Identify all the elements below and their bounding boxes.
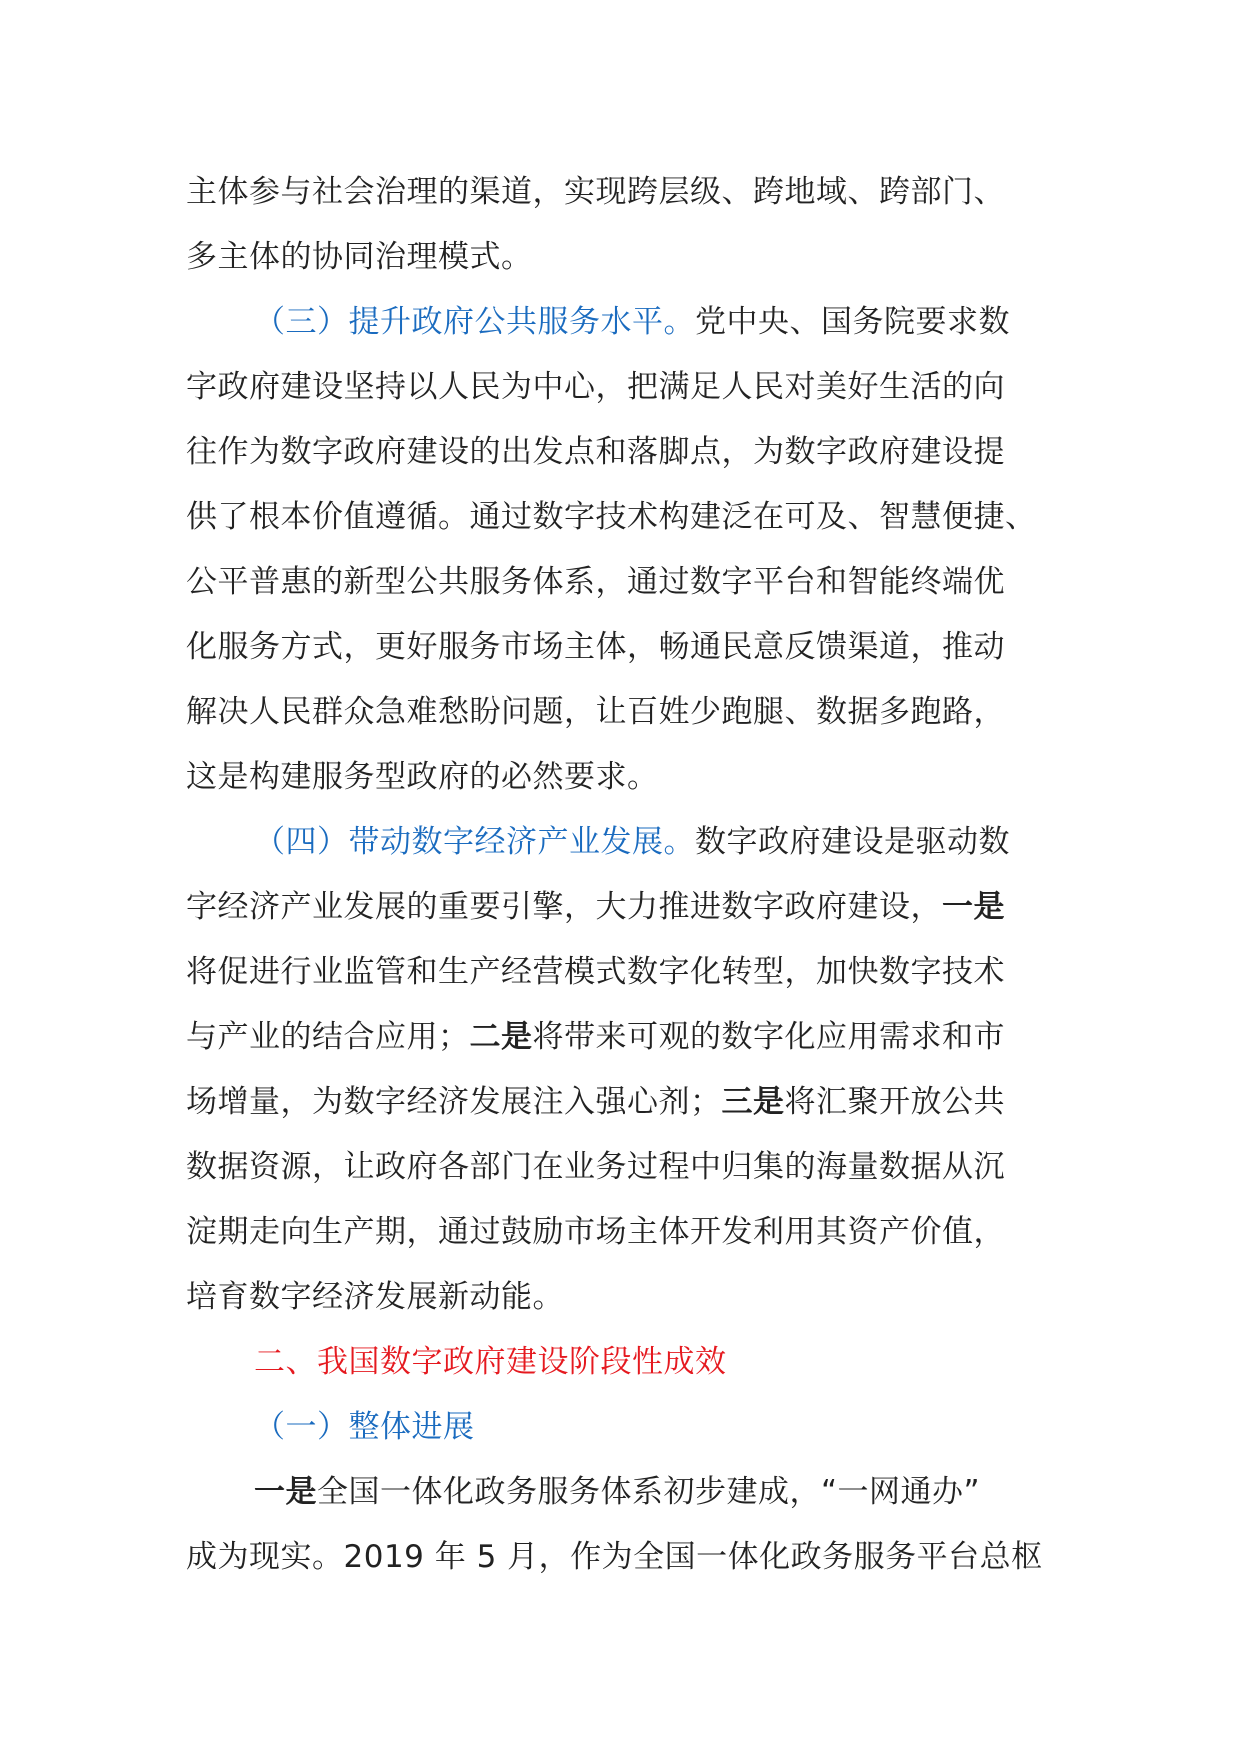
subheading-three: （三）提升政府公共服务水平。 — [254, 304, 695, 340]
paragraph-line — [186, 940, 1066, 1005]
bold-marker: 一是 — [254, 1474, 317, 1510]
text-run: 将汇聚开放公共 — [784, 1084, 1005, 1120]
paragraph-line — [186, 745, 1066, 810]
text-run: 成为现实。2019 年 5 月，作为全国一体化政务服务平台总枢 — [186, 1539, 1043, 1575]
paragraph-line — [186, 290, 1066, 355]
text-run: 化服务方式，更好服务市场主体，畅通民意反馈渠道，推动 — [186, 629, 1005, 665]
text-run: 这是构建服务型政府的必然要求。 — [186, 759, 659, 795]
paragraph-line — [186, 1265, 1066, 1330]
paragraph-line — [186, 1460, 1066, 1525]
paragraph-line — [186, 1135, 1066, 1200]
paragraph-line — [186, 1070, 1066, 1135]
paragraph-line — [186, 550, 1066, 615]
paragraph-line — [186, 355, 1066, 420]
paragraph-line — [186, 615, 1066, 680]
text-run: 字经济产业发展的重要引擎，大力推进数字政府建设， — [186, 889, 942, 925]
text-run: 字政府建设坚持以人民为中心，把满足人民对美好生活的向 — [186, 369, 1005, 405]
bold-marker: 一是 — [942, 889, 1005, 925]
document-page — [186, 160, 1066, 1590]
text-run: 党中央、国务院要求数 — [695, 304, 1010, 340]
text-run: 全国一体化政务服务体系初步建成，“一网通办” — [317, 1474, 981, 1510]
paragraph-line — [186, 680, 1066, 745]
paragraph-line — [186, 225, 1066, 290]
text-run: 淀期走向生产期，通过鼓励市场主体开发利用其资产价值， — [186, 1214, 1005, 1250]
subsection-heading: （一）整体进展 — [254, 1409, 475, 1445]
paragraph-line — [186, 875, 1066, 940]
paragraph-line — [186, 160, 1066, 225]
bold-marker: 二是 — [469, 1019, 533, 1055]
text-run: 多主体的协同治理模式。 — [186, 239, 533, 275]
bold-marker: 三是 — [721, 1084, 785, 1120]
text-run: 场增量，为数字经济发展注入强心剂； — [186, 1084, 722, 1120]
text-run: 主体参与社会治理的渠道，实现跨层级、跨地域、跨部门、 — [186, 174, 1005, 210]
text-run: 将带来可观的数字化应用需求和市 — [532, 1019, 1005, 1055]
paragraph-line — [186, 1200, 1066, 1265]
text-run: 数据资源，让政府各部门在业务过程中归集的海量数据从沉 — [186, 1149, 1005, 1185]
paragraph-line — [186, 1525, 1066, 1590]
text-run: 往作为数字政府建设的出发点和落脚点，为数字政府建设提 — [186, 434, 1005, 470]
section-heading: 二、我国数字政府建设阶段性成效 — [254, 1344, 727, 1380]
text-run: 将促进行业监管和生产经营模式数字化转型，加快数字技术 — [186, 954, 1005, 990]
text-run: 培育数字经济发展新动能。 — [186, 1279, 564, 1315]
subheading-four: （四）带动数字经济产业发展。 — [254, 824, 695, 860]
paragraph-line — [186, 1005, 1066, 1070]
paragraph-line — [186, 810, 1066, 875]
text-run: 数字政府建设是驱动数 — [695, 824, 1010, 860]
paragraph-line — [186, 485, 1066, 550]
paragraph-line — [186, 420, 1066, 485]
text-run: 与产业的结合应用； — [186, 1019, 470, 1055]
text-run: 公平普惠的新型公共服务体系，通过数字平台和智能终端优 — [186, 564, 1005, 600]
text-run: 解决人民群众急难愁盼问题，让百姓少跑腿、数据多跑路， — [186, 694, 1005, 730]
text-run: 供了根本价值遵循。通过数字技术构建泛在可及、智慧便捷、 — [186, 499, 1037, 535]
